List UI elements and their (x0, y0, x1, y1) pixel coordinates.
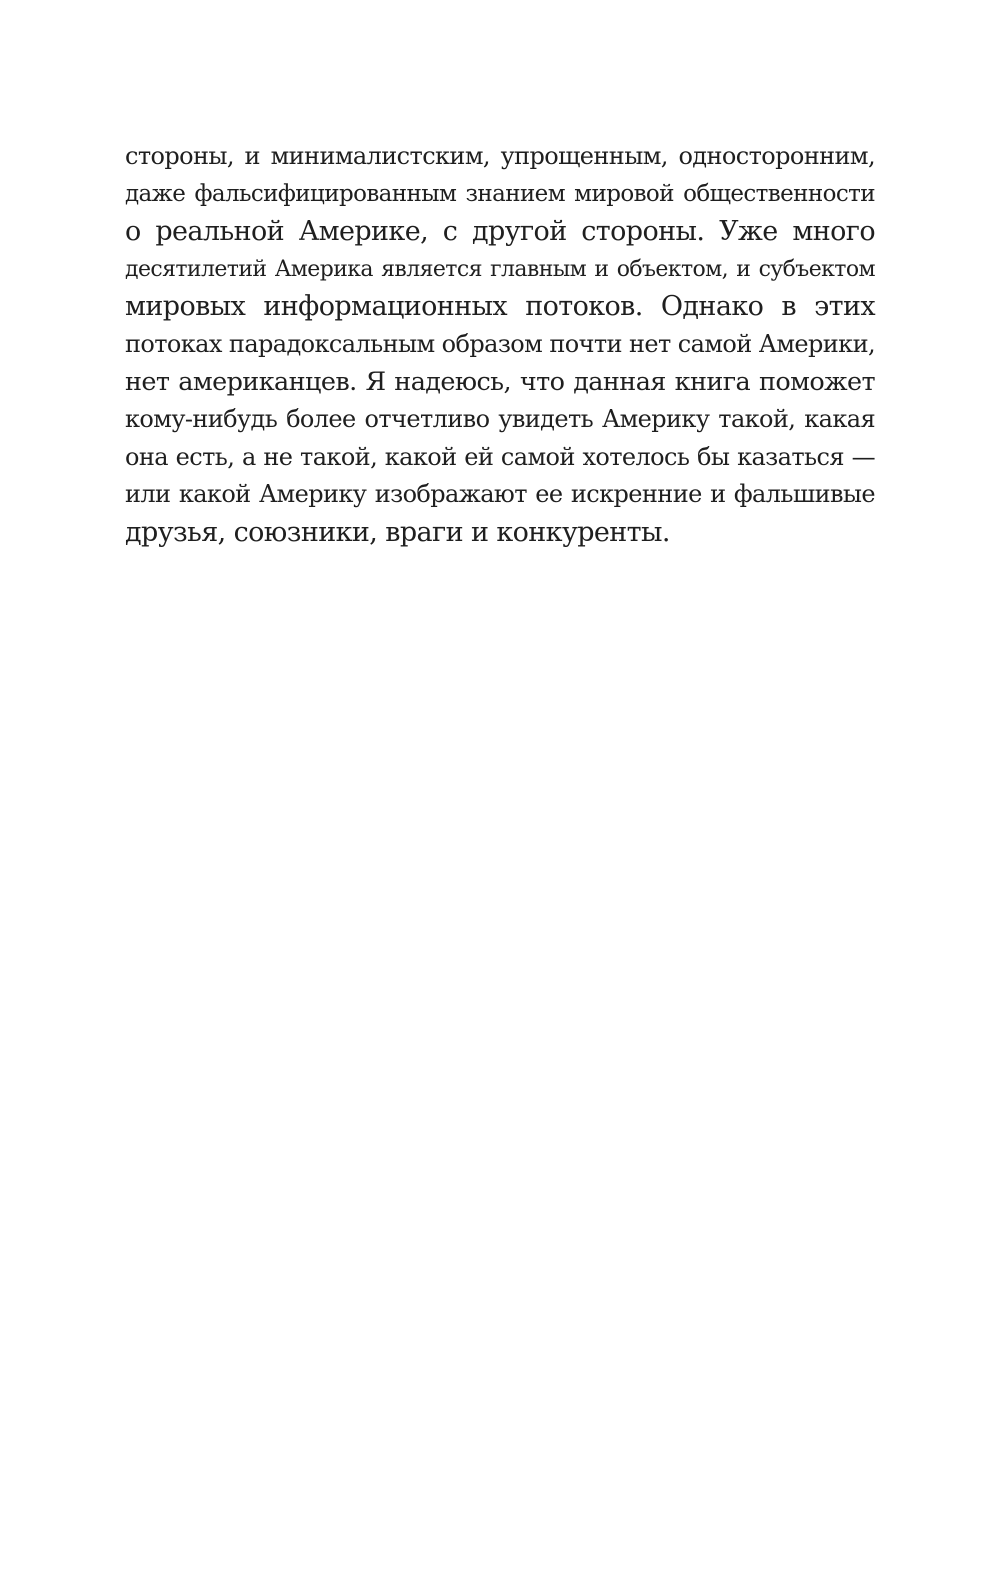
text-line: или какой Америку изображают ее искренние и фальшивые (125, 480, 875, 509)
text-line-last: друзья, союзники, враги и конкуренты. (125, 516, 670, 548)
text-line: она есть, а не такой, какой ей самой хотелось бы казаться — (125, 442, 875, 471)
text-line: даже фальсифицированным знанием мировой общественности (125, 180, 875, 207)
text-line: кому-нибудь более отчетливо увидеть Америку такой, какая (125, 405, 875, 434)
text-line: мировых информационных потоков. Однако в этих (125, 291, 875, 323)
text-line: о реальной Америке, с другой стороны. Уже много (125, 216, 875, 248)
text-line: потоках парадоксальным образом почти нет самой Америки, (125, 329, 875, 358)
text-line: десятилетий Америка является главным и объектом, и субъектом (125, 256, 875, 282)
body-paragraph (125, 138, 875, 552)
text-line: нет американцев. Я надеюсь, что данная книга поможет (125, 366, 875, 397)
text-line: стороны, и минималистским, упрощенным, односторонним, (125, 142, 875, 170)
